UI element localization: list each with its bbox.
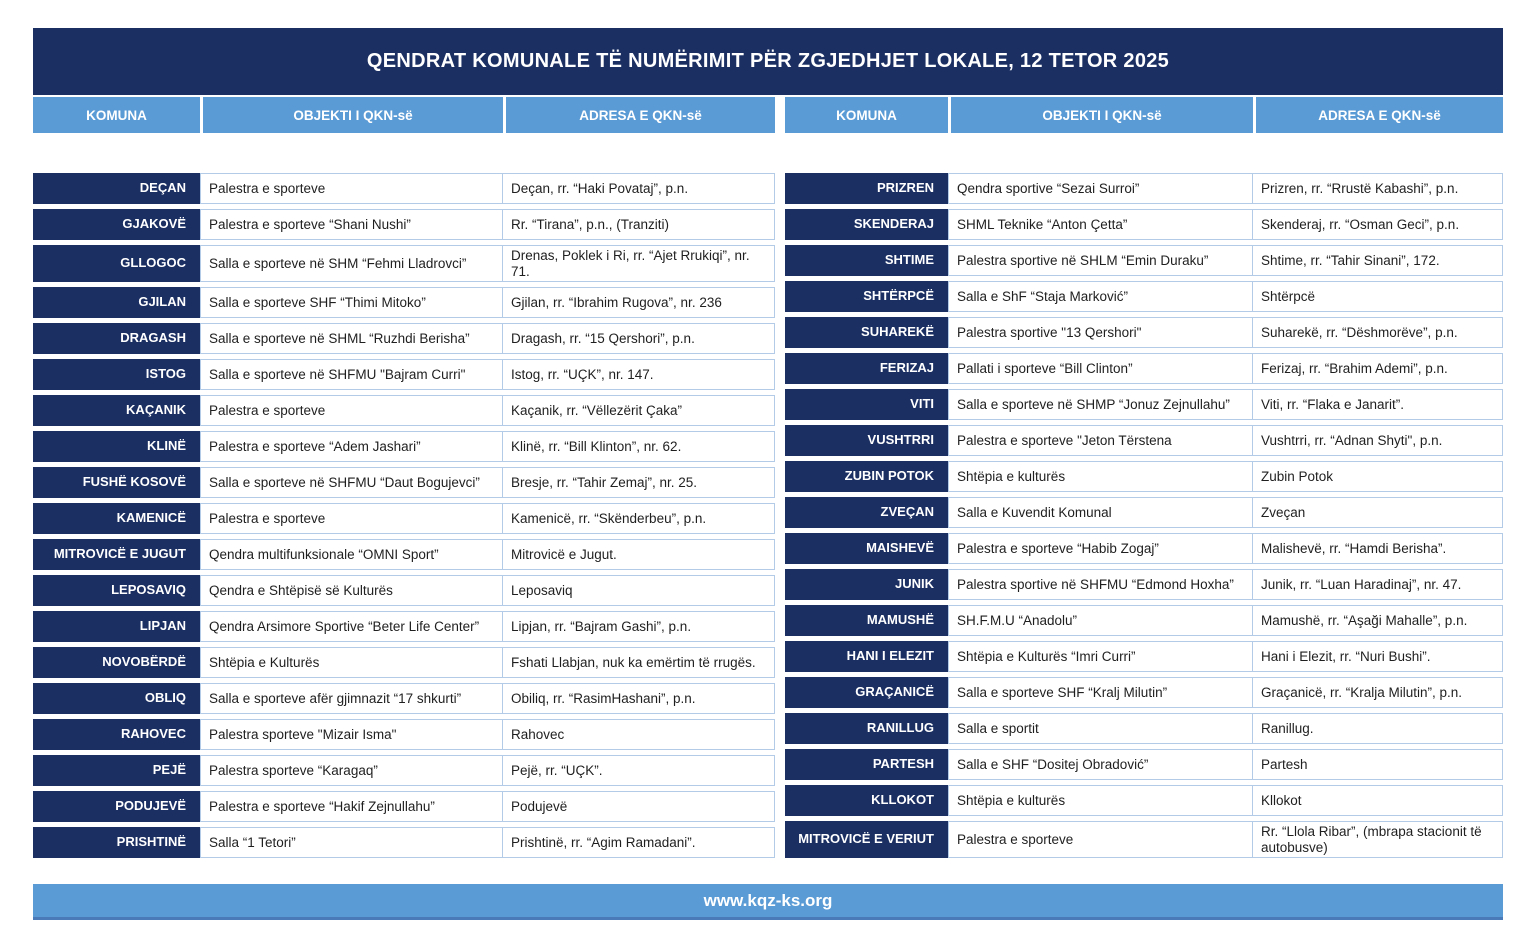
adresa-cell: Viti, rr. “Flaka e Janarit”. <box>1253 389 1503 420</box>
komuna-cell: GLLOGOC <box>33 245 200 282</box>
adresa-cell: Kllokot <box>1253 785 1503 816</box>
table-right <box>785 173 1503 863</box>
table-row <box>785 425 1503 456</box>
objekti-cell: Salla e sportit <box>948 713 1253 744</box>
table-row <box>33 245 775 282</box>
komuna-cell: DRAGASH <box>33 323 200 354</box>
objekti-cell: Salla “1 Tetori” <box>200 827 503 858</box>
komuna-cell: GRAÇANICË <box>785 677 948 708</box>
komuna-cell: PRIZREN <box>785 173 948 204</box>
objekti-cell: Salla e sporteve në SHM “Fehmi Lladrovci” <box>200 245 503 282</box>
table-row <box>785 641 1503 672</box>
komuna-cell: LEPOSAVIQ <box>33 575 200 606</box>
table-row <box>33 323 775 354</box>
objekti-cell: Qendra sportive “Sezai Surroi” <box>948 173 1253 204</box>
adresa-cell: Lipjan, rr. “Bajram Gashi”, p.n. <box>503 611 775 642</box>
komuna-cell: PEJË <box>33 755 200 786</box>
objekti-cell: Palestra sporteve “Karagaq” <box>200 755 503 786</box>
table-row <box>33 173 775 204</box>
adresa-cell: Dragash, rr. “15 Qershori”, p.n. <box>503 323 775 354</box>
footer-bar <box>33 884 1503 920</box>
adresa-cell: Zveçan <box>1253 497 1503 528</box>
table-row <box>33 575 775 606</box>
komuna-cell: SHTËRPCË <box>785 281 948 312</box>
column-header-group-right <box>785 97 1503 133</box>
table-row <box>785 821 1503 858</box>
objekti-cell: SHML Teknike “Anton Çetta” <box>948 209 1253 240</box>
adresa-cell: Ranillug. <box>1253 713 1503 744</box>
adresa-cell: Istog, rr. “UÇK”, nr. 147. <box>503 359 775 390</box>
table-row <box>33 539 775 570</box>
komuna-cell: FUSHË KOSOVË <box>33 467 200 498</box>
komuna-cell: ZVEÇAN <box>785 497 948 528</box>
adresa-cell: Obiliq, rr. “RasimHashani”, p.n. <box>503 683 775 714</box>
objekti-cell: Salla e sporteve në SHFMU “Daut Bogujevci” <box>200 467 503 498</box>
komuna-cell: RAHOVEC <box>33 719 200 750</box>
column-header-objekti: OBJEKTI I QKN-së <box>200 97 503 133</box>
adresa-cell: Suharekë, rr. “Dëshmorëve”, p.n. <box>1253 317 1503 348</box>
objekti-cell: Palestra sportive "13 Qershori" <box>948 317 1253 348</box>
objekti-cell: Palestra sporteve "Mizair Isma" <box>200 719 503 750</box>
komuna-cell: KAMENICË <box>33 503 200 534</box>
column-header-komuna: KOMUNA <box>33 97 200 133</box>
adresa-cell: Malishevë, rr. “Hamdi Berisha”. <box>1253 533 1503 564</box>
adresa-cell: Prishtinë, rr. “Agim Ramadani”. <box>503 827 775 858</box>
komuna-cell: MITROVICË E VERIUT <box>785 821 948 858</box>
title-bar <box>33 28 1503 95</box>
column-header-komuna: KOMUNA <box>785 97 948 133</box>
adresa-cell: Mamushë, rr. “Aşaği Mahalle”, p.n. <box>1253 605 1503 636</box>
komuna-cell: SKENDERAJ <box>785 209 948 240</box>
komuna-cell: OBLIQ <box>33 683 200 714</box>
komuna-cell: KLLOKOT <box>785 785 948 816</box>
table-row <box>785 713 1503 744</box>
komuna-cell: GJILAN <box>33 287 200 318</box>
table-row <box>785 569 1503 600</box>
adresa-cell: Kaçanik, rr. “Vëllezërit Çaka” <box>503 395 775 426</box>
adresa-cell: Vushtrri, rr. “Adnan Shyti", p.n. <box>1253 425 1503 456</box>
table-row <box>33 791 775 822</box>
objekti-cell: Shtëpia e Kulturës “Imri Curri” <box>948 641 1253 672</box>
table-row <box>785 389 1503 420</box>
objekti-cell: Palestra e sporteve <box>200 173 503 204</box>
table-row <box>785 461 1503 492</box>
adresa-cell: Prizren, rr. “Rrustë Kabashi”, p.n. <box>1253 173 1503 204</box>
adresa-cell: Bresje, rr. “Tahir Zemaj”, nr. 25. <box>503 467 775 498</box>
komuna-cell: HANI I ELEZIT <box>785 641 948 672</box>
adresa-cell: Klinë, rr. “Bill Klinton”, nr. 62. <box>503 431 775 462</box>
adresa-cell: Ferizaj, rr. “Brahim Ademi”, p.n. <box>1253 353 1503 384</box>
objekti-cell: Pallati i sporteve “Bill Clinton” <box>948 353 1253 384</box>
table-row <box>785 173 1503 204</box>
adresa-cell: Leposaviq <box>503 575 775 606</box>
objekti-cell: Salla e sporteve në SHML “Ruzhdi Berisha” <box>200 323 503 354</box>
table-row <box>33 755 775 786</box>
objekti-cell: Salla e SHF “Dositej Obradović” <box>948 749 1253 780</box>
adresa-cell: Deçan, rr. “Haki Povataj”, p.n. <box>503 173 775 204</box>
table-row <box>785 785 1503 816</box>
komuna-cell: KLINË <box>33 431 200 462</box>
table-row <box>33 827 775 858</box>
page-title: QENDRAT KOMUNALE TË NUMËRIMIT PËR ZGJEDHJET LOKALE, 12 TETOR 2025 <box>366 50 1170 72</box>
objekti-cell: Palestra sportive në SHLM “Emin Duraku” <box>948 245 1253 276</box>
column-header-adresa: ADRESA E QKN-së <box>1253 97 1503 133</box>
table-row <box>785 209 1503 240</box>
table-row <box>785 353 1503 384</box>
table-row <box>785 533 1503 564</box>
adresa-cell: Kamenicë, rr. “Skënderbeu”, p.n. <box>503 503 775 534</box>
objekti-cell: Palestra e sporteve “Adem Jashari” <box>200 431 503 462</box>
objekti-cell: Palestra e sporteve <box>948 821 1253 858</box>
objekti-cell: Salla e sporteve SHF “Kralj Milutin” <box>948 677 1253 708</box>
adresa-cell: Rahovec <box>503 719 775 750</box>
komuna-cell: MITROVICË E JUGUT <box>33 539 200 570</box>
adresa-cell: Graçanicë, rr. “Kralja Milutin”, p.n. <box>1253 677 1503 708</box>
column-header-adresa: ADRESA E QKN-së <box>503 97 775 133</box>
objekti-cell: Salla e sporteve në SHFMU "Bajram Curri" <box>200 359 503 390</box>
objekti-cell: Shtëpia e kulturës <box>948 461 1253 492</box>
adresa-cell: Drenas, Poklek i Ri, rr. “Ajet Rrukiqi”, nr. 71. <box>503 245 775 282</box>
komuna-cell: ISTOG <box>33 359 200 390</box>
komuna-cell: RANILLUG <box>785 713 948 744</box>
adresa-cell: Rr. “Llola Ribar”, (mbrapa stacionit të autobusve) <box>1253 821 1503 858</box>
objekti-cell: Qendra multifunksionale “OMNI Sport” <box>200 539 503 570</box>
objekti-cell: Shtëpia e kulturës <box>948 785 1253 816</box>
adresa-cell: Hani i Elezit, rr. “Nuri Bushi”. <box>1253 641 1503 672</box>
komuna-cell: PARTESH <box>785 749 948 780</box>
komuna-cell: MAISHEVË <box>785 533 948 564</box>
tables-area <box>33 173 1503 863</box>
objekti-cell: Salla e ShF “Staja Marković” <box>948 281 1253 312</box>
komuna-cell: SUHAREKË <box>785 317 948 348</box>
komuna-cell: ZUBIN POTOK <box>785 461 948 492</box>
komuna-cell: NOVOBËRDË <box>33 647 200 678</box>
table-row <box>33 395 775 426</box>
adresa-cell: Junik, rr. “Luan Haradinaj”, nr. 47. <box>1253 569 1503 600</box>
objekti-cell: Palestra sportive në SHFMU “Edmond Hoxha” <box>948 569 1253 600</box>
table-row <box>785 281 1503 312</box>
adresa-cell: Gjilan, rr. “Ibrahim Rugova”, nr. 236 <box>503 287 775 318</box>
adresa-cell: Skenderaj, rr. “Osman Geci”, p.n. <box>1253 209 1503 240</box>
adresa-cell: Mitrovicë e Jugut. <box>503 539 775 570</box>
column-header-group-left <box>33 97 775 133</box>
objekti-cell: Salla e sporteve në SHMP “Jonuz Zejnullahu” <box>948 389 1253 420</box>
table-row <box>33 467 775 498</box>
objekti-cell: Palestra e sporteve “Habib Zogaj” <box>948 533 1253 564</box>
adresa-cell: Shtime, rr. “Tahir Sinani”, 172. <box>1253 245 1503 276</box>
objekti-cell: Qendra e Shtëpisë së Kulturës <box>200 575 503 606</box>
table-row <box>33 683 775 714</box>
adresa-cell: Fshati Llabjan, nuk ka emërtim të rrugës. <box>503 647 775 678</box>
objekti-cell: Palestra e sporteve “Hakif Zejnullahu” <box>200 791 503 822</box>
table-row <box>33 209 775 240</box>
table-row <box>33 611 775 642</box>
adresa-cell: Podujevë <box>503 791 775 822</box>
table-row <box>33 287 775 318</box>
table-row <box>785 749 1503 780</box>
table-row <box>785 245 1503 276</box>
table-row <box>33 719 775 750</box>
objekti-cell: Salla e Kuvendit Komunal <box>948 497 1253 528</box>
table-row <box>785 497 1503 528</box>
objekti-cell: Qendra Arsimore Sportive “Beter Life Center” <box>200 611 503 642</box>
adresa-cell: Rr. “Tirana”, p.n., (Tranziti) <box>503 209 775 240</box>
adresa-cell: Pejë, rr. “UÇK”. <box>503 755 775 786</box>
objekti-cell: Palestra e sporteve "Jeton Tërstena <box>948 425 1253 456</box>
objekti-cell: SH.F.M.U “Anadolu” <box>948 605 1253 636</box>
komuna-cell: FERIZAJ <box>785 353 948 384</box>
column-header-objekti: OBJEKTI I QKN-së <box>948 97 1253 133</box>
komuna-cell: SHTIME <box>785 245 948 276</box>
table-row <box>33 503 775 534</box>
komuna-cell: LIPJAN <box>33 611 200 642</box>
objekti-cell: Palestra e sporteve “Shani Nushi” <box>200 209 503 240</box>
komuna-cell: PRISHTINË <box>33 827 200 858</box>
adresa-cell: Partesh <box>1253 749 1503 780</box>
komuna-cell: GJAKOVË <box>33 209 200 240</box>
objekti-cell: Palestra e sporteve <box>200 503 503 534</box>
komuna-cell: VUSHTRRI <box>785 425 948 456</box>
objekti-cell: Salla e sporteve SHF “Thimi Mitoko” <box>200 287 503 318</box>
komuna-cell: DEÇAN <box>33 173 200 204</box>
table-row <box>33 647 775 678</box>
objekti-cell: Salla e sporteve afër gjimnazit “17 shkurti” <box>200 683 503 714</box>
komuna-cell: JUNIK <box>785 569 948 600</box>
adresa-cell: Zubin Potok <box>1253 461 1503 492</box>
objekti-cell: Shtëpia e Kulturës <box>200 647 503 678</box>
komuna-cell: VITI <box>785 389 948 420</box>
adresa-cell: Shtërpcë <box>1253 281 1503 312</box>
table-row <box>785 677 1503 708</box>
website-url: www.kqz-ks.org <box>703 890 833 910</box>
table-row <box>785 317 1503 348</box>
table-row <box>33 359 775 390</box>
column-header-row <box>33 97 1503 133</box>
komuna-cell: PODUJEVË <box>33 791 200 822</box>
komuna-cell: KAÇANIK <box>33 395 200 426</box>
objekti-cell: Palestra e sporteve <box>200 395 503 426</box>
komuna-cell: MAMUSHË <box>785 605 948 636</box>
table-left <box>33 173 775 863</box>
table-row <box>33 431 775 462</box>
table-row <box>785 605 1503 636</box>
